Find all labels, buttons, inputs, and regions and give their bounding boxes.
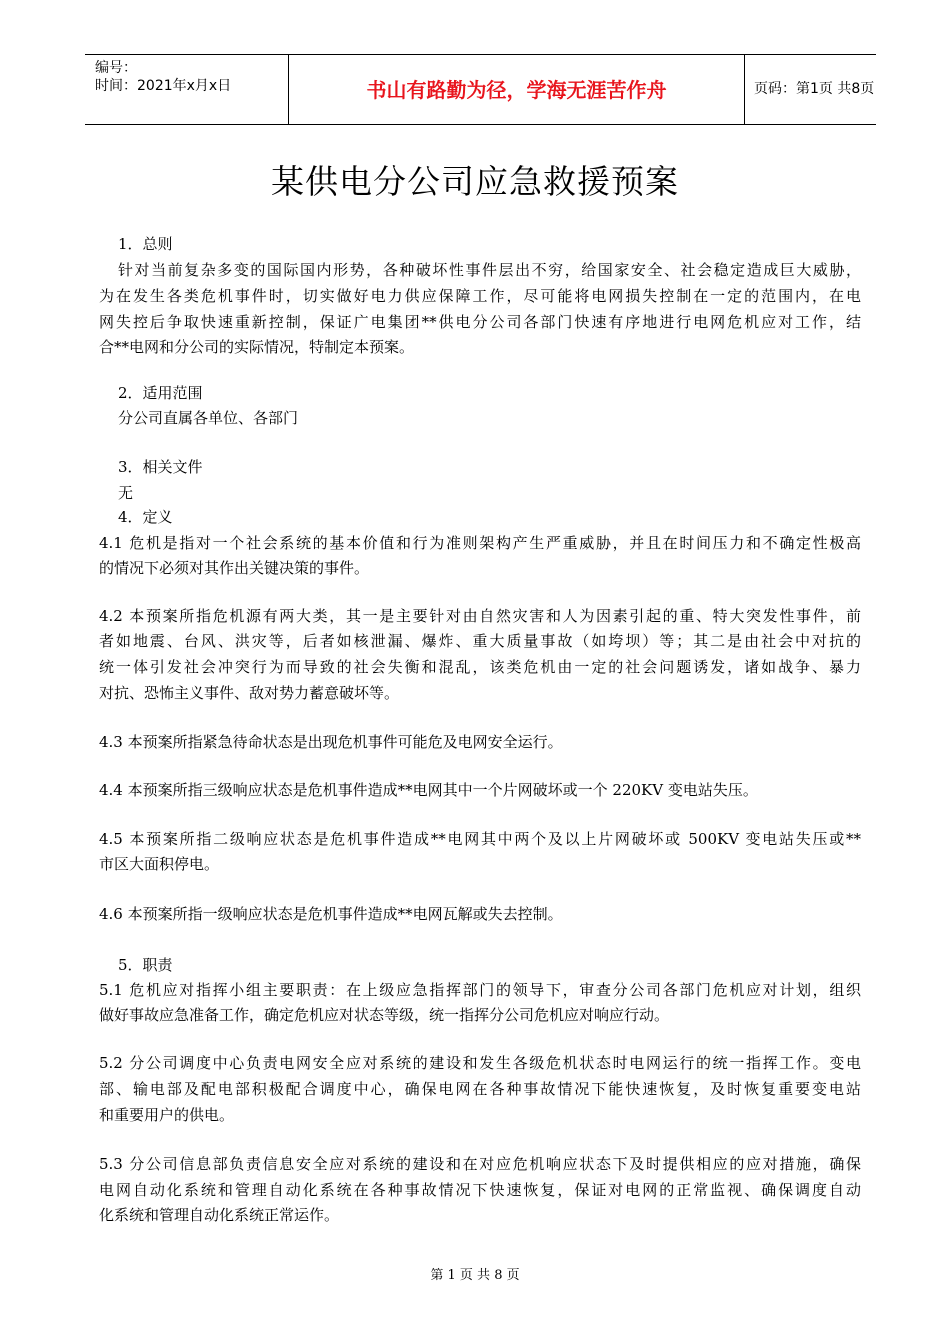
paragraph-line: 4.2 本预案所指危机源有两大类，其一是主要针对由自然灾害和人为因素引起的重、特大突发性事件，前 — [99, 607, 861, 625]
paragraph-line: 无 — [118, 484, 134, 502]
header-info-cell — [85, 55, 288, 124]
paragraph-line: 4.4 本预案所指三级响应状态是危机事件造成**电网其中一个片网破坏或一个 220KV 变电站失压。 — [99, 781, 758, 799]
section-4-heading: 4．定义 — [118, 508, 173, 526]
document-title: 某供电分公司应急救援预案 — [271, 162, 679, 201]
section-1-heading: 1．总则 — [118, 235, 173, 253]
section-3-heading: 3．相关文件 — [118, 458, 203, 476]
document-header — [85, 54, 876, 125]
paragraph-line: 4.3 本预案所指紧急待命状态是出现危机事件可能危及电网安全运行。 — [99, 733, 563, 751]
paragraph-line: 5.3 分公司信息部负责信息安全应对系统的建设和在对应危机响应状态下及时提供相应的应对措施，确保 — [99, 1155, 861, 1173]
paragraph-line: 统一体引发社会冲突行为而导致的社会失衡和混乱，该类危机由一定的社会问题诱发，诸如战争、暴力 — [99, 658, 861, 676]
paragraph-line: 者如地震、台风、洪灾等，后者如核泄漏、爆炸、重大质量事故（如垮坝）等；其二是由社会中对抗的 — [99, 632, 861, 650]
paragraph-line: 电网自动化系统和管理自动化系统在各种事故情况下快速恢复，保证对电网的正常监视、确保调度自动 — [99, 1181, 861, 1199]
header-page-cell — [744, 55, 876, 124]
paragraph-line: 为在发生各类危机事件时，切实做好电力供应保障工作，尽可能将电网损失控制在一定的范围内，在电 — [99, 287, 861, 305]
paragraph-line: 分公司直属各单位、各部门 — [118, 409, 299, 427]
paragraph-line: 对抗、恐怖主义事件、敌对势力蓄意破坏等。 — [99, 684, 400, 702]
header-motto-cell — [288, 55, 745, 124]
paragraph-line: 针对当前复杂多变的国际国内形势，各种破坏性事件层出不穷，给国家安全、社会稳定造成巨大威胁， — [118, 261, 861, 279]
paragraph-line: 合**电网和分公司的实际情况，特制定本预案。 — [99, 338, 415, 356]
section-5-heading: 5．职责 — [118, 956, 173, 974]
paragraph-line: 网失控后争取快速重新控制，保证广电集团**供电分公司各部门快速有序地进行电网危机应对工作，结 — [99, 313, 861, 331]
page-footer: 第 1 页 共 8 页 — [430, 1268, 520, 1283]
paragraph-line: 的情况下必须对其作出关键决策的事件。 — [99, 559, 370, 577]
paragraph-line: 做好事故应急准备工作，确定危机应对状态等级，统一指挥分公司危机应对响应行动。 — [99, 1006, 670, 1024]
paragraph-line: 5.1 危机应对指挥小组主要职责：在上级应急指挥部门的领导下，审查分公司各部门危机应对计划，组织 — [99, 981, 861, 999]
paragraph-line: 4.5 本预案所指二级响应状态是危机事件造成**电网其中两个及以上片网破坏或 500KV 变电站失压或** — [99, 830, 861, 848]
document-number-label: 编号： — [95, 60, 137, 76]
paragraph-line: 4.1 危机是指对一个社会系统的基本价值和行为准则架构产生严重威胁，并且在时间压力和不确定性极高 — [99, 534, 861, 552]
section-2-heading: 2．适用范围 — [118, 384, 203, 402]
header-page-code: 页码：第1页 共8页 — [754, 81, 875, 97]
paragraph-line: 化系统和管理自动化系统正常运作。 — [99, 1206, 340, 1224]
paragraph-line: 4.6 本预案所指一级响应状态是危机事件造成**电网瓦解或失去控制。 — [99, 905, 563, 923]
document-time-label: 时间：2021年x月x日 — [95, 78, 232, 94]
header-motto: 书山有路勤为径，学海无涯苦作舟 — [366, 78, 667, 102]
paragraph-line: 市区大面积停电。 — [99, 855, 220, 873]
paragraph-line: 和重要用户的供电。 — [99, 1106, 235, 1124]
paragraph-line: 部、输电部及配电部积极配合调度中心，确保电网在各种事故情况下能快速恢复，及时恢复重要变电站 — [99, 1080, 861, 1098]
paragraph-line: 5.2 分公司调度中心负责电网安全应对系统的建设和发生各级危机状态时电网运行的统一指挥工作。变电 — [99, 1054, 861, 1072]
